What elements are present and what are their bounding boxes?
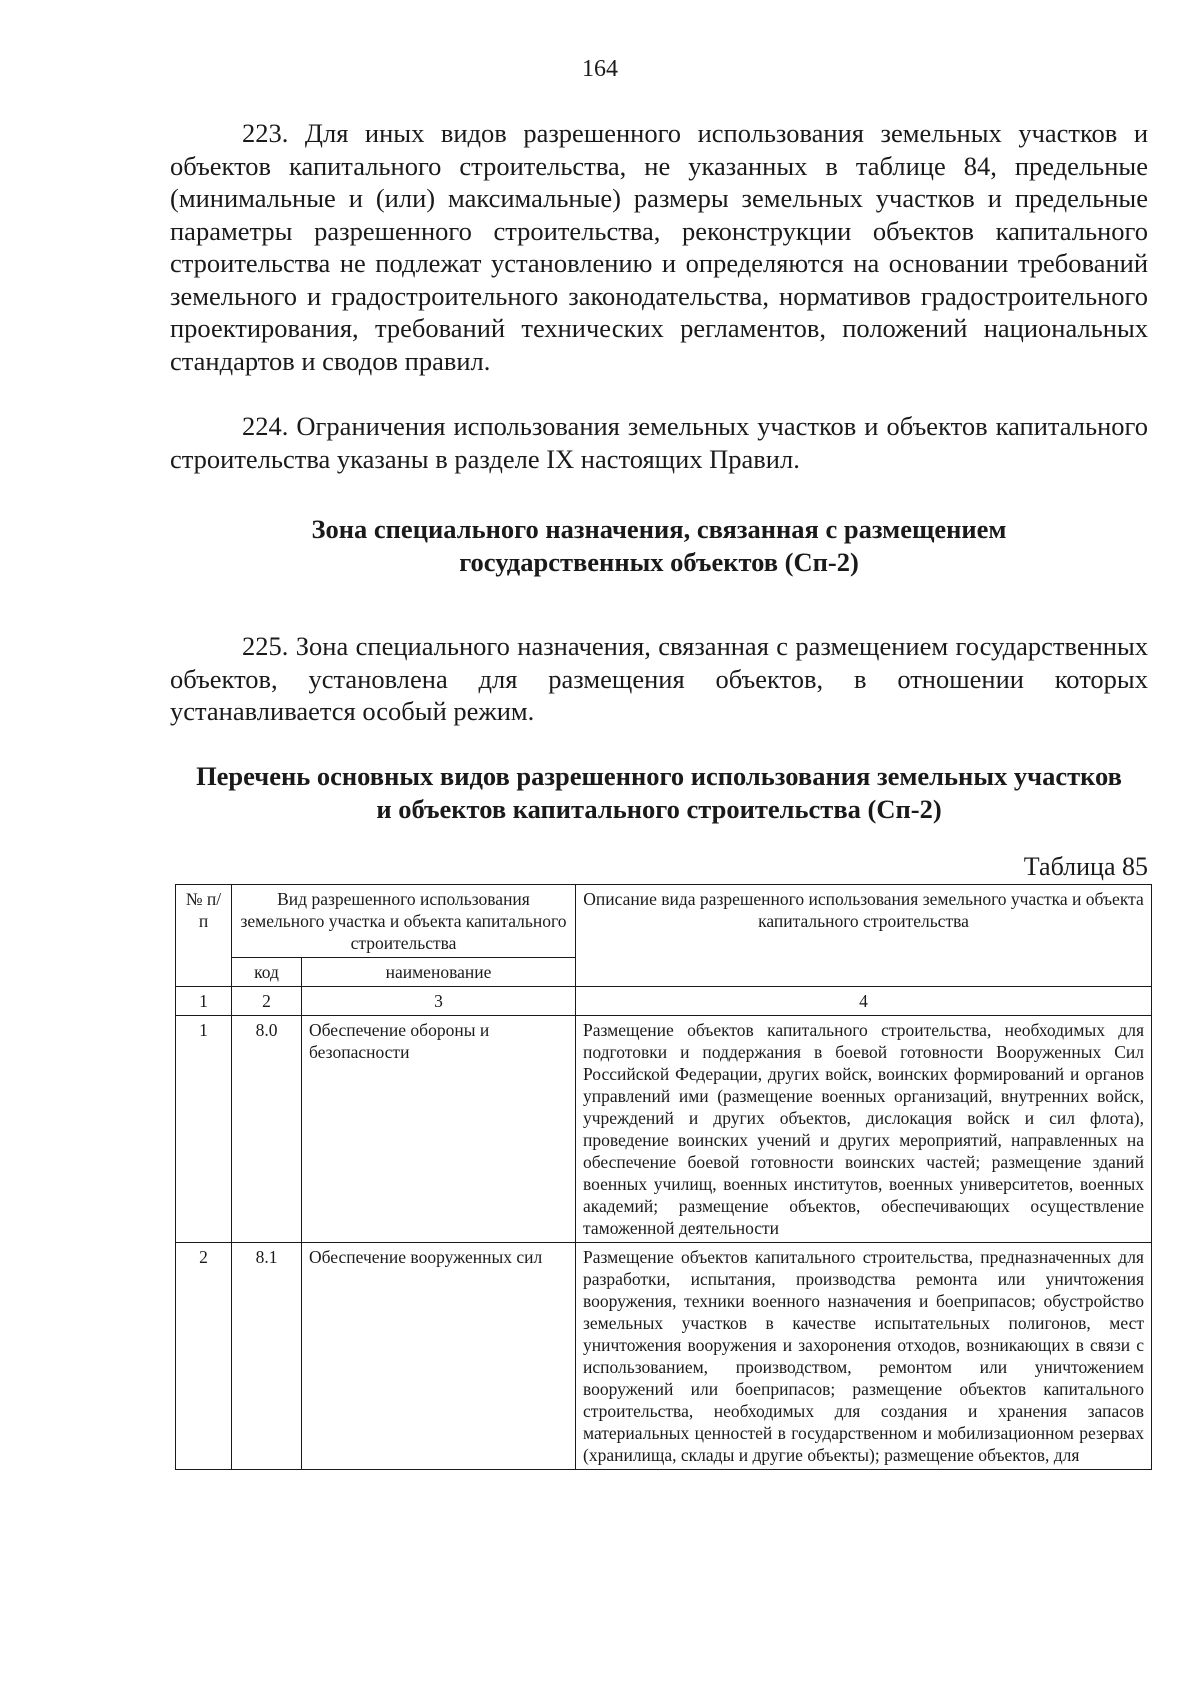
paragraph-223-text: 223. Для иных видов разрешенного использования земельных участков и объектов капитального строительства, не указанных в таблице 84, предельные (минимальные и (или) максимальные) размеры земельных участков и предельные параметры разрешенного строительства, реконструкции объектов капитального строительства не подлежат установлению и определяются на основании требований земельного и градостроительного законодательства, нормативов градостроительного проектирования, требований технических регламентов, положений национальных стандартов и сводов правил.	[170, 118, 1148, 376]
paragraph-225-text: 225. Зона специального назначения, связанная с размещением государственных объектов, установлена для размещения объектов, в отношении которых устанавливается особый режим.	[170, 631, 1148, 726]
zone-heading-line2: государственных объектов (Сп-2)	[459, 546, 859, 577]
zone-heading	[170, 513, 1148, 578]
table-row	[176, 1243, 1152, 1470]
header-code: код	[232, 958, 302, 987]
row-name: Обеспечение вооруженных сил	[302, 1243, 576, 1470]
column-number-2: 2	[232, 987, 302, 1016]
paragraph-223	[170, 117, 1148, 377]
paragraph-224	[170, 410, 1148, 475]
row-code: 8.1	[232, 1243, 302, 1470]
header-use-type: Вид разрешенного использования земельного участка и объекта капитального строительства	[232, 885, 576, 958]
land-use-table	[175, 884, 1152, 1470]
row-name: Обеспечение обороны и безопасности	[302, 1016, 576, 1243]
zone-heading-line1: Зона специального назначения, связанная с размещением	[311, 514, 1007, 544]
list-heading-line2: и объектов капитального строительства (Сп-2)	[376, 793, 942, 824]
column-number-3: 3	[302, 987, 576, 1016]
row-number: 1	[176, 1016, 232, 1243]
row-code: 8.0	[232, 1016, 302, 1243]
paragraph-224-text: 224. Ограничения использования земельных участков и объектов капитального строительства указаны в разделе IX настоящих Правил.	[170, 411, 1148, 474]
row-description: Размещение объектов капитального строительства, предназначенных для разработки, испытания, производства ремонта или уничтожения вооружения, техники военного назначения и боеприпасов; обустройство земельных участков в качестве испытательных полигонов, мест уничтожения вооружения и захоронения отходов, возникающих в связи с использованием, производством, ремонтом или уничтожением вооружений или боеприпасов; размещение объектов капитального строительства, необходимых для создания и хранения запасов материальных ценностей в государственном и мобилизационном резервах (хранилища, склады и другие объекты); размещение объектов, для	[576, 1243, 1152, 1470]
header-number: № п/п	[176, 885, 232, 987]
header-name: наименование	[302, 958, 576, 987]
column-number-4: 4	[576, 987, 1152, 1016]
list-heading	[170, 760, 1148, 825]
table-header-row	[176, 885, 1152, 958]
table-label: Таблица 85	[1023, 852, 1148, 881]
table-column-numbers-row	[176, 987, 1152, 1016]
row-description: Размещение объектов капитального строительства, необходимых для подготовки и поддержания в боевой готовности Вооруженных Сил Российской Федерации, других войск, воинских формирований и органов управлений ими (размещение военных организаций, внутренних войск, учреждений и других объектов, дислокация войск и сил флота), проведение воинских учений и других мероприятий, направленных на обеспечение боевой готовности воинских частей; размещение зданий военных училищ, военных институтов, военных университетов, военных академий; размещение объектов, обеспечивающих осуществление таможенной деятельности	[576, 1016, 1152, 1243]
paragraph-225	[170, 630, 1148, 728]
row-number: 2	[176, 1243, 232, 1470]
column-number-1: 1	[176, 987, 232, 1016]
table-row	[176, 1016, 1152, 1243]
header-description: Описание вида разрешенного использования земельного участка и объекта капитального строительства	[576, 885, 1152, 987]
list-heading-line1: Перечень основных видов разрешенного использования земельных участков	[196, 761, 1122, 791]
page-number: 164	[582, 56, 618, 82]
